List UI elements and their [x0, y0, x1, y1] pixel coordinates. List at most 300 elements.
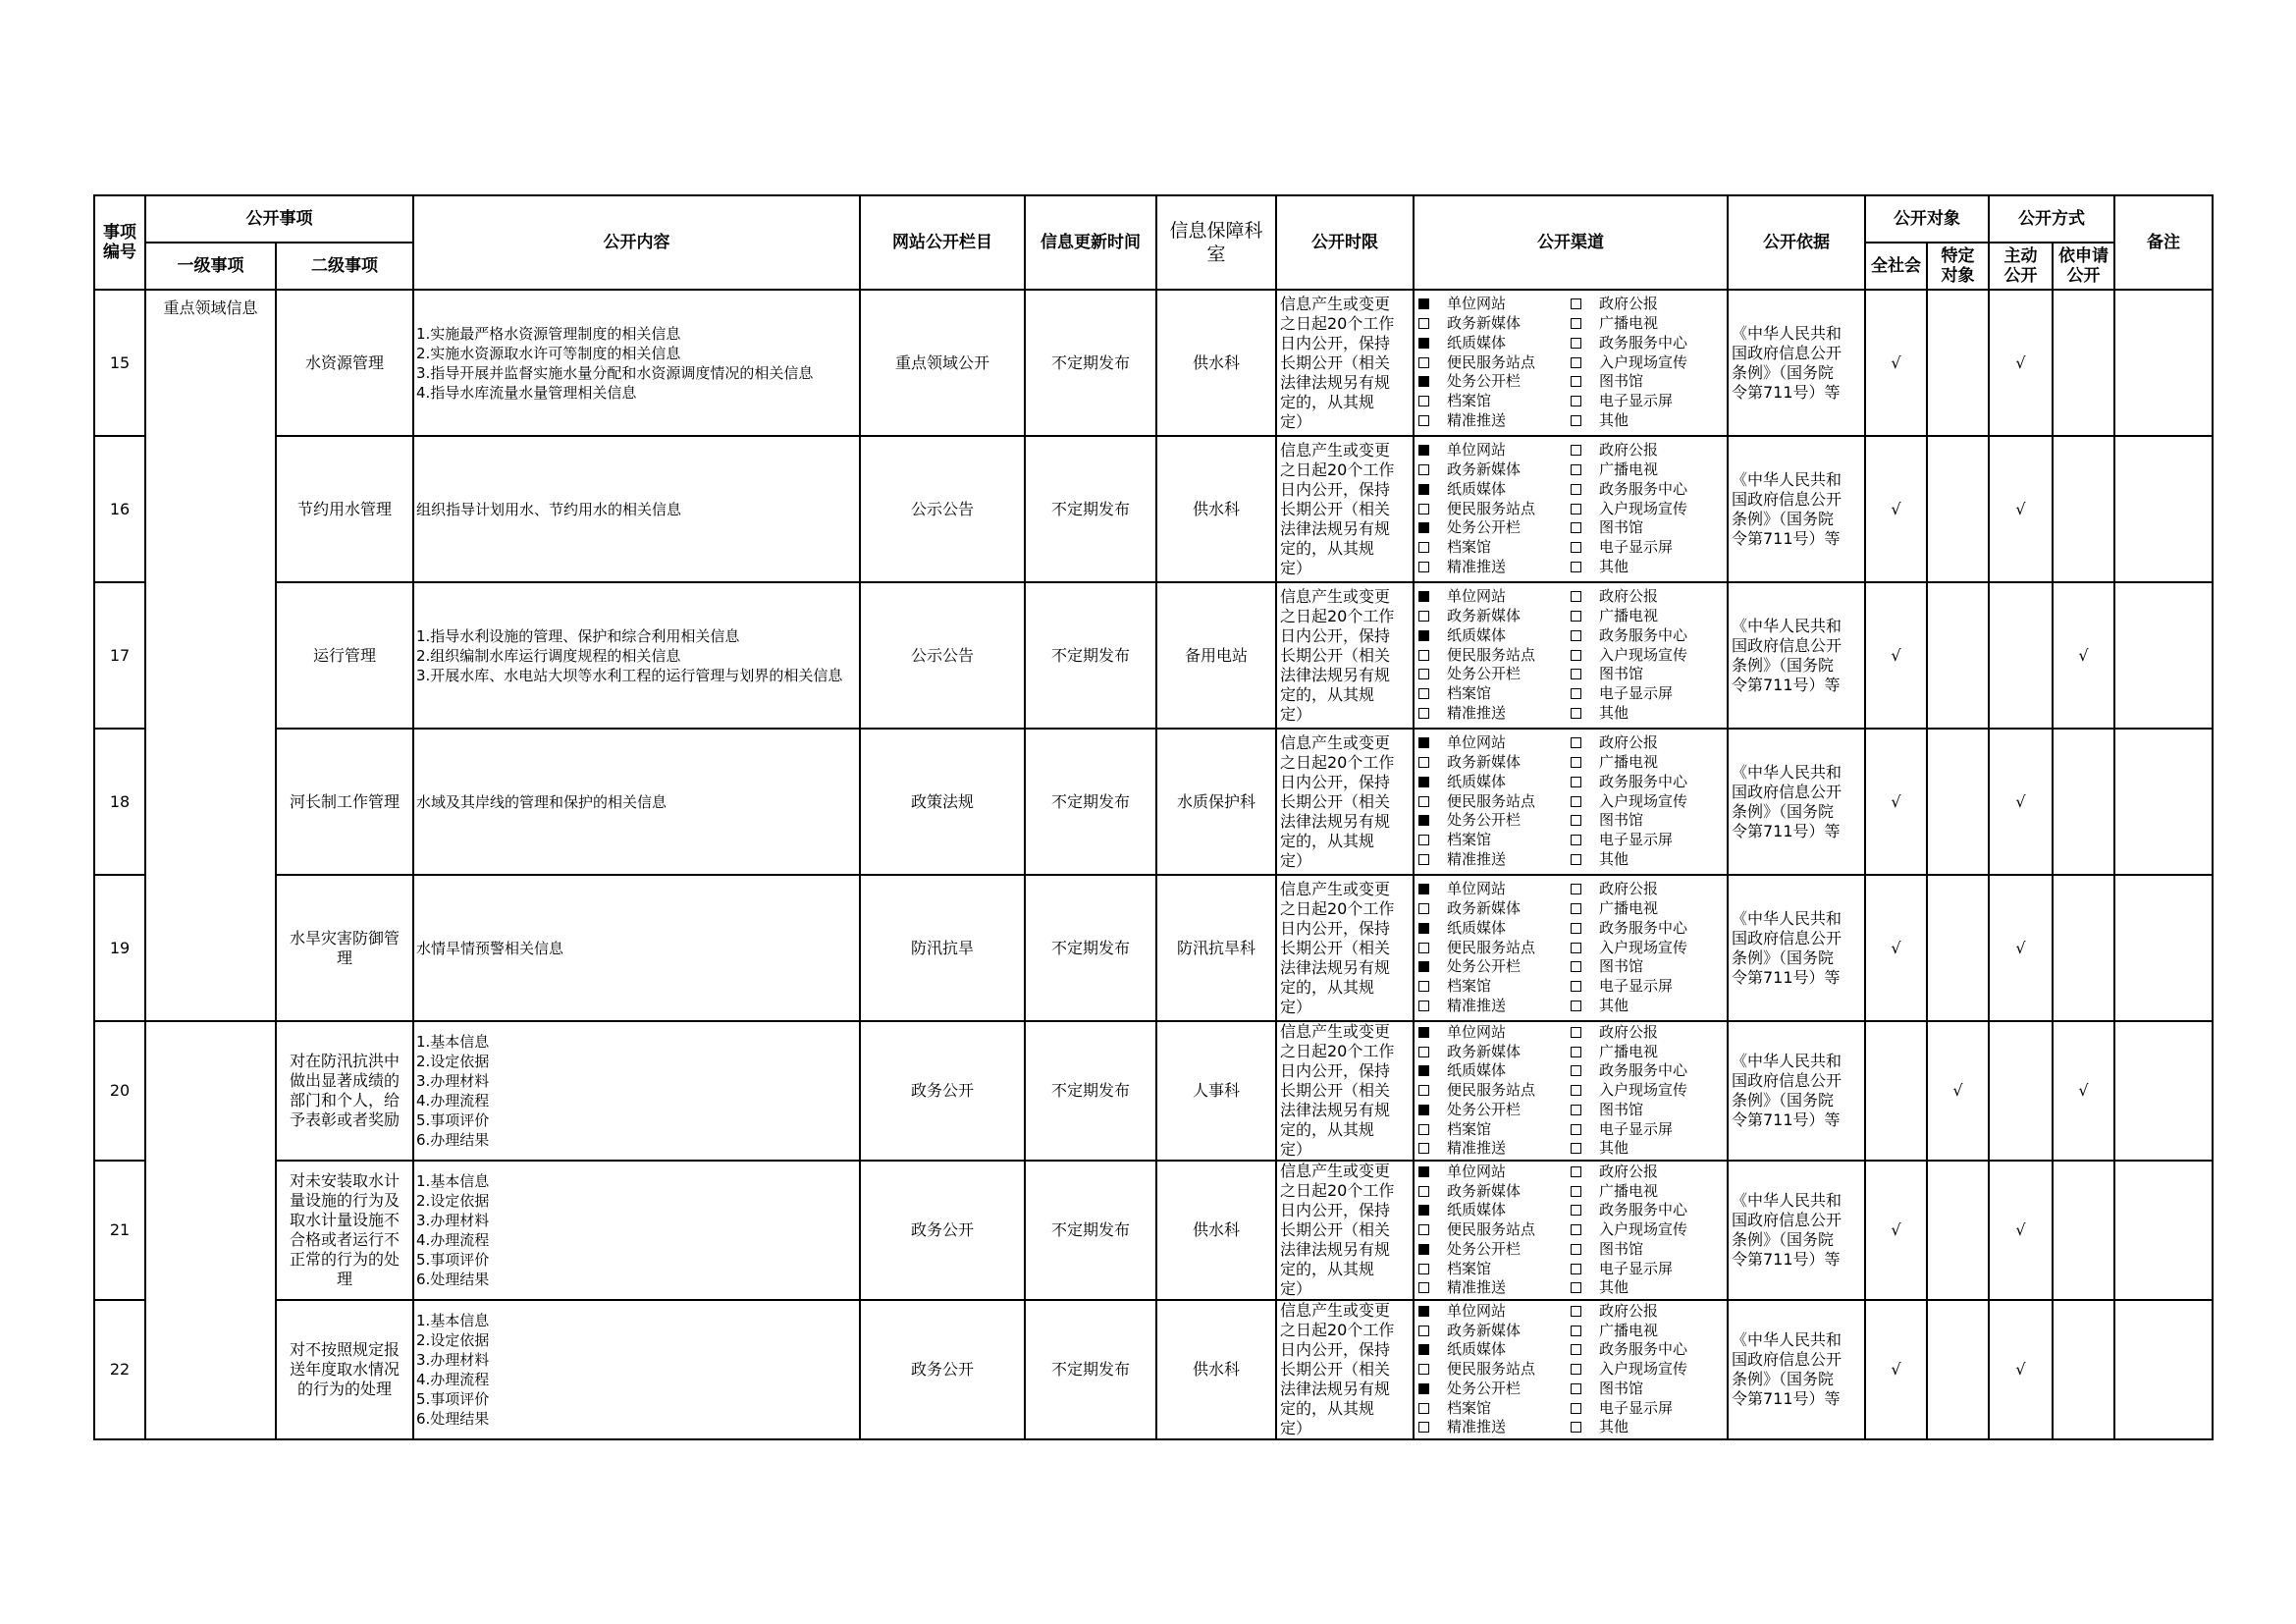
checkbox-unchecked-icon	[1418, 542, 1429, 553]
channel-option	[1418, 558, 1571, 577]
checkbox-unchecked-icon	[1571, 903, 1581, 914]
content-cell	[413, 1300, 860, 1439]
table-row	[94, 1300, 2213, 1439]
content-line: 水域及其岸线的管理和保护的相关信息	[416, 792, 667, 811]
content-line: 2.实施水资源取水许可等制度的相关信息	[416, 344, 681, 362]
level2-item: 对未安装取水计量设施的行为及取水计量设施不合格或者运行不正常的行为的处理	[276, 1161, 413, 1300]
channel-label: 其他	[1599, 1139, 1629, 1158]
header-method: 公开方式	[1989, 195, 2114, 243]
item-number: 21	[94, 1161, 145, 1300]
basis-line: 国政府信息公开	[1732, 1071, 1842, 1090]
level1-item-empty	[145, 1021, 276, 1439]
table-row	[94, 582, 2213, 729]
channel-label: 图书馆	[1599, 1239, 1644, 1258]
content-line: 1.指导水利设施的管理、保护和综合利用相关信息	[416, 626, 740, 645]
channel-option	[1571, 1163, 1728, 1182]
channel-option	[1571, 480, 1728, 500]
item-number: 22	[94, 1300, 145, 1439]
channel-label: 政务服务中心	[1599, 625, 1688, 644]
checkbox-unchecked-icon	[1418, 415, 1429, 426]
checkbox-unchecked-icon	[1418, 504, 1429, 514]
channel-option	[1571, 1220, 1728, 1240]
responsible-dept: 供水科	[1156, 1300, 1276, 1439]
basis-line: 国政府信息公开	[1732, 635, 1842, 655]
checkbox-unchecked-icon	[1418, 1364, 1429, 1375]
remarks-cell	[2114, 875, 2213, 1021]
header-content: 公开内容	[413, 195, 860, 290]
channel-label: 精准推送	[1447, 849, 1507, 868]
checkbox-unchecked-icon	[1418, 318, 1429, 329]
channel-option	[1571, 392, 1728, 411]
content-line: 2.设定依据	[416, 1331, 490, 1349]
level2-item: 对在防汛抗洪中做出显著成绩的部门和个人，给予表彰或者奖励	[276, 1021, 413, 1161]
channel-option	[1418, 1340, 1571, 1360]
channel-option	[1571, 1340, 1728, 1360]
channel-label: 纸质媒体	[1447, 1201, 1507, 1219]
channel-option	[1571, 1023, 1728, 1043]
channel-option	[1571, 1360, 1728, 1380]
channel-option	[1418, 1182, 1571, 1202]
channel-option	[1571, 558, 1728, 577]
header-item-no	[94, 195, 145, 290]
checkbox-unchecked-icon	[1571, 815, 1581, 826]
checkbox-unchecked-icon	[1571, 504, 1581, 514]
disclosure-basis	[1728, 729, 1865, 875]
channel-option	[1571, 733, 1728, 753]
period-line: 定）	[1280, 1140, 1312, 1159]
channel-label: 政务服务中心	[1599, 479, 1688, 498]
channel-label: 政务服务中心	[1599, 1061, 1688, 1080]
update-time: 不定期发布	[1025, 729, 1156, 875]
content-line: 6.办理结果	[416, 1131, 490, 1149]
channel-option	[1571, 538, 1728, 558]
channel-label: 档案馆	[1447, 831, 1492, 849]
checkbox-unchecked-icon	[1571, 1224, 1581, 1235]
channel-option	[1571, 1240, 1728, 1260]
basis-line: 《中华人民共和	[1732, 1330, 1842, 1349]
channel-label: 其他	[1599, 996, 1629, 1014]
header-basis: 公开依据	[1728, 195, 1865, 290]
channel-label: 纸质媒体	[1447, 479, 1507, 498]
channel-label: 便民服务站点	[1447, 938, 1536, 956]
checkbox-unchecked-icon	[1571, 1001, 1581, 1011]
channels-cell	[1414, 875, 1728, 1021]
remarks-cell	[2114, 290, 2213, 436]
checkbox-checked-icon	[1418, 737, 1429, 748]
channel-option	[1418, 1220, 1571, 1240]
basis-line: 条例》（国务院	[1732, 947, 1835, 967]
channel-label: 入户现场宣传	[1599, 938, 1688, 956]
channel-label: 档案馆	[1447, 392, 1492, 410]
checkbox-unchecked-icon	[1571, 688, 1581, 699]
channel-option	[1571, 880, 1728, 899]
basis-line: 条例》（国务院	[1732, 1091, 1835, 1110]
channel-label: 便民服务站点	[1447, 645, 1536, 664]
disclosure-basis	[1728, 290, 1865, 436]
channel-label: 政务服务中心	[1599, 1201, 1688, 1219]
checkbox-checked-icon	[1418, 1027, 1429, 1038]
checkbox-unchecked-icon	[1571, 1085, 1581, 1096]
disclosure-period	[1276, 1161, 1414, 1300]
checkbox-unchecked-icon	[1571, 396, 1581, 406]
checkbox-unchecked-icon	[1571, 708, 1581, 719]
checkbox-unchecked-icon	[1418, 854, 1429, 865]
channel-option	[1571, 1061, 1728, 1081]
method-active-mark: √	[1989, 729, 2053, 875]
period-line: 之日起20个工作	[1280, 898, 1395, 918]
basis-line: 国政府信息公开	[1732, 1211, 1842, 1229]
checkbox-unchecked-icon	[1571, 981, 1581, 992]
channel-option	[1418, 1081, 1571, 1101]
channel-option	[1571, 977, 1728, 997]
disclosure-period	[1276, 290, 1414, 436]
channel-option	[1571, 500, 1728, 519]
channel-option	[1418, 334, 1571, 353]
disclosure-period	[1276, 1021, 1414, 1161]
channel-label: 单位网站	[1447, 295, 1507, 313]
update-time: 不定期发布	[1025, 1161, 1156, 1300]
content-line: 2.设定依据	[416, 1053, 490, 1070]
table-row	[94, 290, 2213, 436]
period-line: 长期公开（相关	[1280, 1081, 1391, 1100]
content-line: 1.基本信息	[416, 1172, 490, 1190]
channel-label: 纸质媒体	[1447, 772, 1507, 790]
period-line: 定的，从其规	[1280, 392, 1375, 411]
channel-grid	[1415, 1302, 1727, 1438]
checkbox-unchecked-icon	[1418, 688, 1429, 699]
period-line: 信息产生或变更	[1280, 879, 1391, 898]
content-line: 1.实施最严格水资源管理制度的相关信息	[416, 324, 681, 343]
checkbox-unchecked-icon	[1418, 1326, 1429, 1336]
channel-option	[1418, 1380, 1571, 1399]
channels-cell	[1414, 1161, 1728, 1300]
channel-label: 纸质媒体	[1447, 918, 1507, 937]
update-time: 不定期发布	[1025, 582, 1156, 729]
basis-line: 令第711号）等	[1732, 1110, 1841, 1129]
period-line: 信息产生或变更	[1280, 294, 1391, 313]
period-line: 之日起20个工作	[1280, 1042, 1395, 1060]
channel-label: 电子显示屏	[1599, 538, 1674, 557]
period-line: 长期公开（相关	[1280, 352, 1391, 372]
checkbox-unchecked-icon	[1571, 757, 1581, 768]
disclosure-basis	[1728, 436, 1865, 582]
period-line: 定）	[1280, 704, 1312, 724]
period-line: 法律法规另有规	[1280, 665, 1391, 684]
channels-cell	[1414, 582, 1728, 729]
content-line: 4.办理流程	[416, 1371, 490, 1388]
channel-label: 单位网站	[1447, 441, 1507, 460]
basis-line: 国政府信息公开	[1732, 928, 1842, 947]
header-row-1	[94, 195, 2213, 243]
channel-label: 入户现场宣传	[1599, 499, 1688, 517]
header-level2: 二级事项	[276, 243, 413, 290]
method-request-mark: √	[2053, 582, 2114, 729]
method-request-mark: √	[2053, 1021, 2114, 1161]
checkbox-unchecked-icon	[1571, 1065, 1581, 1076]
channel-label: 政务新媒体	[1447, 314, 1522, 332]
channel-option	[1571, 704, 1728, 724]
channel-label: 入户现场宣传	[1599, 1360, 1688, 1379]
channel-label: 单位网站	[1447, 1022, 1507, 1041]
website-column: 公示公告	[860, 436, 1025, 582]
target-all-mark: √	[1865, 290, 1927, 436]
checkbox-unchecked-icon	[1571, 1306, 1581, 1317]
content-cell	[413, 1161, 860, 1300]
channel-label: 政府公报	[1599, 733, 1659, 752]
period-line: 定）	[1280, 1279, 1312, 1298]
channel-grid	[1415, 295, 1727, 431]
checkbox-checked-icon	[1418, 1306, 1429, 1317]
channel-label: 政府公报	[1599, 295, 1659, 313]
period-line: 日内公开，保持	[1280, 625, 1391, 645]
channel-option	[1571, 850, 1728, 870]
checkbox-unchecked-icon	[1571, 1027, 1581, 1038]
channel-label: 电子显示屏	[1599, 1259, 1674, 1277]
period-line: 长期公开（相关	[1280, 938, 1391, 957]
channel-option	[1418, 538, 1571, 558]
checkbox-unchecked-icon	[1571, 1143, 1581, 1154]
channel-label: 精准推送	[1447, 1278, 1507, 1297]
channel-grid	[1415, 880, 1727, 1016]
channel-label: 政府公报	[1599, 1301, 1659, 1320]
period-line: 法律法规另有规	[1280, 1380, 1391, 1398]
checkbox-unchecked-icon	[1571, 1344, 1581, 1355]
period-line: 之日起20个工作	[1280, 606, 1395, 625]
update-time: 不定期发布	[1025, 1300, 1156, 1439]
website-column: 重点领域公开	[860, 290, 1025, 436]
table-row	[94, 1161, 2213, 1300]
website-column: 政务公开	[860, 1021, 1025, 1161]
table-body	[94, 290, 2213, 1439]
checkbox-unchecked-icon	[1571, 522, 1581, 533]
header-item-no-line1: 事项	[103, 223, 136, 243]
channel-option	[1418, 646, 1571, 666]
remarks-cell	[2114, 582, 2213, 729]
period-line: 法律法规另有规	[1280, 1240, 1391, 1259]
channel-label: 其他	[1599, 703, 1629, 722]
channel-label: 政务服务中心	[1599, 772, 1688, 790]
channel-label: 纸质媒体	[1447, 1061, 1507, 1080]
checkbox-unchecked-icon	[1571, 835, 1581, 845]
period-line: 定的，从其规	[1280, 538, 1375, 558]
header-method-request-line1: 依申请	[2058, 246, 2109, 266]
basis-line: 令第711号）等	[1732, 821, 1841, 840]
content-line: 4.办理流程	[416, 1092, 490, 1110]
channel-option	[1571, 1302, 1728, 1322]
channel-option	[1418, 1139, 1571, 1159]
target-all-mark: √	[1865, 436, 1927, 582]
checkbox-unchecked-icon	[1418, 650, 1429, 661]
channel-label: 图书馆	[1599, 957, 1644, 976]
channel-option	[1571, 1182, 1728, 1202]
basis-line: 令第711号）等	[1732, 1250, 1841, 1269]
disclosure-basis	[1728, 1021, 1865, 1161]
checkbox-unchecked-icon	[1418, 562, 1429, 572]
channel-option	[1418, 1061, 1571, 1081]
item-number: 18	[94, 729, 145, 875]
content-line: 组织指导计划用水、节约用水的相关信息	[416, 500, 682, 518]
channel-label: 单位网站	[1447, 1301, 1507, 1320]
channel-label: 档案馆	[1447, 977, 1492, 996]
header-remarks: 备注	[2114, 195, 2213, 290]
disclosure-period	[1276, 875, 1414, 1021]
channel-label: 便民服务站点	[1447, 499, 1536, 517]
channel-option	[1418, 753, 1571, 773]
checkbox-unchecked-icon	[1571, 1383, 1581, 1394]
basis-line: 国政府信息公开	[1732, 343, 1842, 362]
channel-option	[1418, 518, 1571, 538]
channel-option	[1418, 1043, 1571, 1062]
checkbox-unchecked-icon	[1571, 854, 1581, 865]
header-target-specific-line2: 对象	[1941, 266, 1975, 286]
header-target: 公开对象	[1865, 195, 1989, 243]
level2-item: 河长制工作管理	[276, 729, 413, 875]
level2-item: 节约用水管理	[276, 436, 413, 582]
channel-option	[1418, 880, 1571, 899]
period-line: 信息产生或变更	[1280, 1022, 1391, 1041]
checkbox-checked-icon	[1418, 815, 1429, 826]
content-line: 4.办理流程	[416, 1231, 490, 1249]
basis-line: 《中华人民共和	[1732, 469, 1842, 489]
header-method-request	[2053, 243, 2114, 290]
channel-option	[1571, 314, 1728, 334]
checkbox-checked-icon	[1418, 1065, 1429, 1076]
channel-label: 政务服务中心	[1599, 333, 1688, 352]
channel-option	[1418, 411, 1571, 431]
channel-option	[1418, 1201, 1571, 1220]
channel-label: 电子显示屏	[1599, 1119, 1674, 1138]
period-line: 定）	[1280, 850, 1312, 870]
period-line: 定）	[1280, 1419, 1312, 1437]
channel-label: 便民服务站点	[1447, 352, 1536, 371]
basis-line: 条例》（国务院	[1732, 1370, 1835, 1388]
channel-label: 处务公开栏	[1447, 518, 1522, 537]
method-active-mark	[1989, 582, 2053, 729]
channel-label: 政务新媒体	[1447, 460, 1522, 478]
channel-option	[1418, 997, 1571, 1016]
channel-option	[1418, 850, 1571, 870]
checkbox-unchecked-icon	[1571, 542, 1581, 553]
channel-label: 便民服务站点	[1447, 1220, 1536, 1239]
item-number: 17	[94, 582, 145, 729]
channels-cell	[1414, 290, 1728, 436]
period-line: 长期公开（相关	[1280, 499, 1391, 518]
disclosure-basis	[1728, 875, 1865, 1021]
basis-line: 国政府信息公开	[1732, 1350, 1842, 1369]
content-line: 4.指导水库流量水量管理相关信息	[416, 383, 637, 402]
level2-item: 水资源管理	[276, 290, 413, 436]
checkbox-unchecked-icon	[1418, 1264, 1429, 1274]
channel-grid	[1415, 733, 1727, 870]
checkbox-unchecked-icon	[1571, 1205, 1581, 1216]
website-column: 公示公告	[860, 582, 1025, 729]
method-request-mark	[2053, 436, 2114, 582]
channel-option	[1418, 1163, 1571, 1182]
channel-option	[1418, 899, 1571, 919]
checkbox-checked-icon	[1418, 484, 1429, 495]
basis-line: 条例》（国务院	[1732, 509, 1835, 528]
channel-label: 单位网站	[1447, 587, 1507, 606]
period-line: 信息产生或变更	[1280, 440, 1391, 460]
channel-label: 处务公开栏	[1447, 811, 1522, 830]
header-target-specific-line1: 特定	[1941, 246, 1975, 266]
channel-option	[1571, 626, 1728, 646]
checkbox-unchecked-icon	[1571, 415, 1581, 426]
channels-cell	[1414, 436, 1728, 582]
channel-option	[1571, 295, 1728, 314]
update-time: 不定期发布	[1025, 875, 1156, 1021]
checkbox-checked-icon	[1418, 1244, 1429, 1255]
header-method-request-line2: 公开	[2066, 266, 2101, 286]
checkbox-unchecked-icon	[1571, 338, 1581, 349]
channel-option	[1571, 353, 1728, 373]
content-line: 1.基本信息	[416, 1312, 490, 1329]
channel-label: 其他	[1599, 1418, 1629, 1436]
channel-option	[1571, 587, 1728, 607]
disclosure-table	[93, 194, 2214, 1440]
period-line: 之日起20个工作	[1280, 313, 1395, 333]
checkbox-unchecked-icon	[1418, 1282, 1429, 1293]
basis-line: 令第711号）等	[1732, 1389, 1841, 1408]
channel-label: 其他	[1599, 849, 1629, 868]
channel-option	[1571, 899, 1728, 919]
channel-label: 图书馆	[1599, 811, 1644, 830]
channel-label: 纸质媒体	[1447, 1340, 1507, 1359]
method-request-mark	[2053, 875, 2114, 1021]
checkbox-unchecked-icon	[1571, 737, 1581, 748]
checkbox-checked-icon	[1418, 923, 1429, 934]
channel-label: 便民服务站点	[1447, 1360, 1536, 1379]
checkbox-checked-icon	[1418, 1344, 1429, 1355]
channel-option	[1418, 1101, 1571, 1120]
content-line: 3.开展水库、水电站大坝等水利工程的运行管理与划界的相关信息	[416, 666, 843, 684]
checkbox-unchecked-icon	[1571, 943, 1581, 953]
remarks-cell	[2114, 1021, 2213, 1161]
checkbox-unchecked-icon	[1418, 796, 1429, 807]
checkbox-unchecked-icon	[1418, 396, 1429, 406]
checkbox-checked-icon	[1418, 1166, 1429, 1177]
channel-option	[1571, 831, 1728, 850]
channel-option	[1571, 811, 1728, 831]
content-line: 2.组织编制水库运行调度规程的相关信息	[416, 646, 681, 665]
checkbox-unchecked-icon	[1418, 1224, 1429, 1235]
channel-option	[1418, 811, 1571, 831]
channel-label: 图书馆	[1599, 1100, 1644, 1118]
period-line: 法律法规另有规	[1280, 811, 1391, 831]
target-all-mark: √	[1865, 1161, 1927, 1300]
checkbox-unchecked-icon	[1571, 1264, 1581, 1274]
period-line: 法律法规另有规	[1280, 957, 1391, 977]
channel-option	[1418, 295, 1571, 314]
checkbox-unchecked-icon	[1571, 298, 1581, 309]
responsible-dept: 备用电站	[1156, 582, 1276, 729]
channel-option	[1418, 314, 1571, 334]
channel-option	[1571, 1418, 1728, 1437]
channel-label: 电子显示屏	[1599, 392, 1674, 410]
checkbox-unchecked-icon	[1571, 923, 1581, 934]
channel-option	[1571, 441, 1728, 460]
content-line: 3.办理材料	[416, 1072, 490, 1090]
channel-label: 精准推送	[1447, 996, 1507, 1014]
channel-label: 政务新媒体	[1447, 1321, 1522, 1339]
channel-label: 政务新媒体	[1447, 1181, 1522, 1200]
channel-option	[1571, 773, 1728, 792]
checkbox-unchecked-icon	[1418, 708, 1429, 719]
content-line: 2.设定依据	[416, 1192, 490, 1210]
checkbox-unchecked-icon	[1418, 943, 1429, 953]
basis-line: 《中华人民共和	[1732, 1191, 1842, 1210]
period-line: 信息产生或变更	[1280, 732, 1391, 752]
